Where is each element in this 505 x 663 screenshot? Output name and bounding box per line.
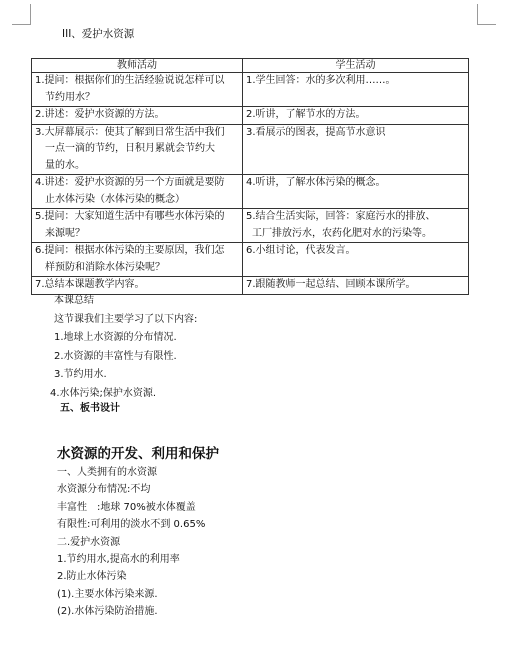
teacher-activity-cell [32, 73, 243, 107]
board-line: (1).主要水体污染来源. [57, 588, 158, 600]
table-row [32, 209, 469, 243]
crop-mark-top-left [12, 4, 31, 25]
teacher-activity-line: 止水体污染（水体污染的概念） [45, 193, 185, 205]
student-activity-line: 7.跟随教师一起总结、回顾本课所学。 [246, 279, 416, 290]
teacher-activity-cell [32, 175, 243, 209]
summary-item: 2.水资源的丰富性与有限性. [54, 350, 177, 362]
teacher-activity-line: 一点一滴的节约，日积月累就会节约大 [45, 143, 215, 154]
summary-intro: 这节课我们主要学习了以下内容: [54, 313, 198, 325]
activity-table [31, 58, 469, 295]
board-line: 二.爱护水资源 [57, 536, 121, 548]
student-activity-cell [243, 73, 469, 107]
lesson-summary [44, 292, 197, 404]
table-row [32, 243, 469, 277]
teacher-activity-line: 5.提问：大家知道生活中有哪些水体污染的 [35, 211, 225, 222]
table-row [32, 107, 469, 125]
summary-item: 3.节约用水. [54, 369, 107, 381]
student-activity-cell [243, 175, 469, 209]
summary-item: 1.地球上水资源的分布情况. [54, 332, 177, 344]
student-activity-cell [243, 209, 469, 243]
board-line: (2).水体污染防治措施. [57, 606, 158, 618]
teacher-activity-line: 6.提问：根据水体污染的主要原因，我们怎 [35, 245, 225, 256]
student-activity-cell [243, 107, 469, 125]
board-line: 1.节约用水,提高水的利用率 [57, 554, 180, 566]
student-activity-header: 学生活动 [243, 59, 469, 73]
student-activity-cell [243, 243, 469, 277]
summary-item: 4.水体污染;保护水资源. [50, 387, 157, 399]
teacher-activity-line: 来源呢？ [45, 227, 85, 239]
student-activity-cell [243, 277, 469, 295]
teacher-activity-line: 1.提问：根据你们的生活经验说说怎样可以 [35, 75, 225, 86]
section-5-heading: 五、板书设计 [60, 403, 120, 414]
board-line: 2.防止水体污染 [57, 571, 127, 583]
board-line: 一、人类拥有的水资源 [57, 467, 157, 478]
teacher-activity-cell [32, 107, 243, 125]
teacher-activity-line: 节约用水？ [45, 91, 95, 103]
table-row [32, 73, 469, 107]
student-activity-line: 3.看展示的图表，提高节水意识 [246, 126, 386, 138]
board-line: 水资源分布情况:不均 [57, 484, 151, 496]
teacher-activity-line: 7.总结本课题教学内容。 [35, 279, 145, 290]
teacher-activity-line: 4.讲述：爱护水资源的另一个方面就是要防 [35, 177, 225, 188]
student-activity-line: 6.小组讨论，代表发言。 [246, 245, 356, 256]
student-activity-line: 1.学生回答：水的多次利用……。 [246, 75, 396, 86]
student-activity-line: 4.听讲，了解水体污染的概念。 [246, 177, 386, 188]
student-activity-line: 2.听讲，了解节水的方法。 [246, 109, 366, 120]
teacher-activity-cell [32, 209, 243, 243]
table-row [32, 124, 469, 175]
teacher-activity-line: 3.大屏幕展示：使其了解到日常生活中我们 [35, 126, 225, 138]
summary-title: 本课总结 [54, 295, 94, 306]
student-activity-line: 工厂排放污水，农药化肥对水的污染等。 [252, 227, 432, 239]
teacher-activity-line: 样预防和消除水体污染呢？ [45, 261, 165, 273]
board-line: 有限性:可利用的淡水不到 0.65% [57, 519, 206, 531]
teacher-activity-header: 教师活动 [32, 59, 243, 73]
student-activity-line: 5.结合生活实际，回答：家庭污水的排放、 [246, 211, 436, 222]
teacher-activity-cell [32, 124, 243, 175]
blackboard-design [57, 446, 219, 621]
board-line: 丰富性 :地球 70%被水体覆盖 [57, 501, 196, 513]
crop-mark-top-right [477, 4, 496, 25]
board-title: 水资源的开发、利用和保护 [57, 446, 219, 462]
teacher-activity-cell [32, 243, 243, 277]
table-header-row [32, 59, 469, 73]
teacher-activity-line: 量的水。 [45, 159, 85, 171]
teacher-activity-line: 2.讲述：爱护水资源的方法。 [35, 109, 165, 120]
student-activity-cell [243, 124, 469, 175]
table-body [32, 73, 469, 295]
table-row [32, 175, 469, 209]
section-3-heading: III、爱护水资源 [62, 28, 135, 40]
